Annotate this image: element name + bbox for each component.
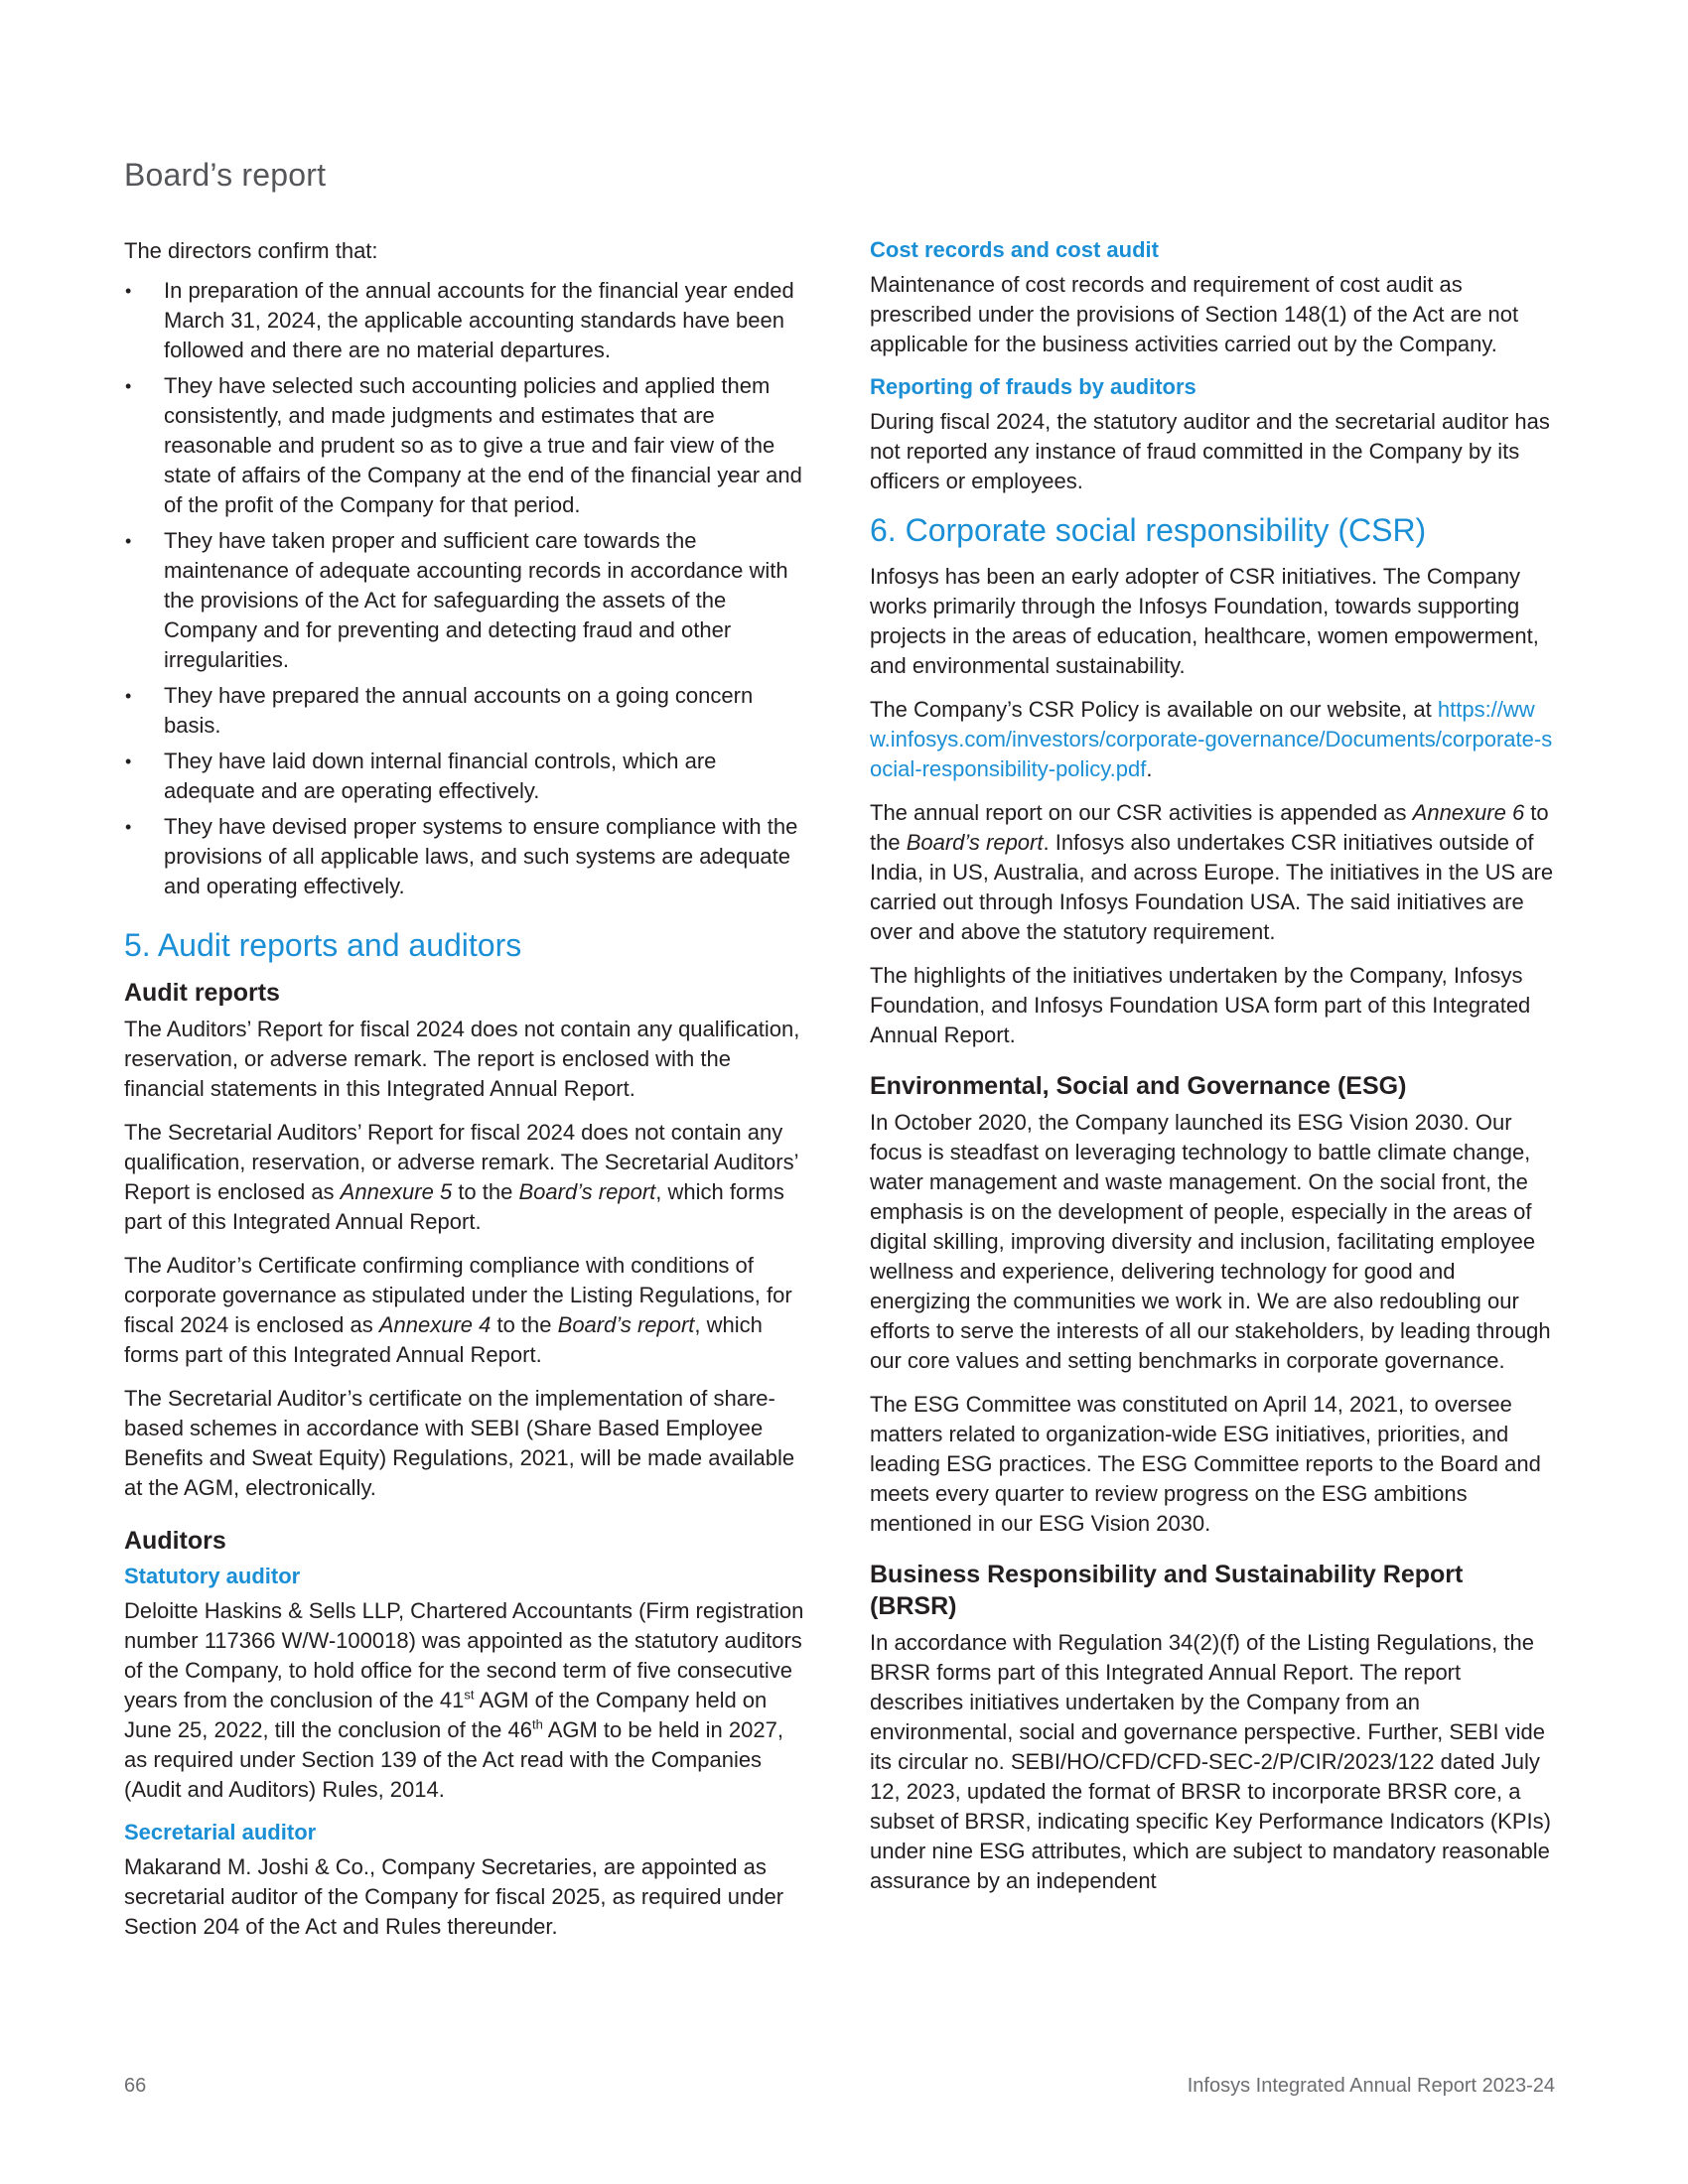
page-header-title: Board’s report bbox=[124, 157, 327, 193]
csr-policy-link[interactable]: https://www.infosys.com/investors/corporate-governance/Documents/corporate-social-responsibility-policy.pdf bbox=[870, 697, 1553, 781]
publication-title: Infosys Integrated Annual Report 2023-24 bbox=[1187, 2075, 1555, 2097]
list-item: • In preparation of the annual accounts for the financial year ended March 31, 2024, the applicable accounting standards have been followed and there are no material departures. bbox=[124, 276, 809, 365]
csr-paragraph-2: The Company’s CSR Policy is available on our website, at https://www.infosys.com/investors/corporate-governance/Documents/corporate-social-responsibility-policy.pdf. bbox=[870, 697, 1553, 781]
fraud-reporting-heading: Reporting of frauds by auditors bbox=[870, 374, 1196, 399]
section-6-title: 6. Corporate social responsibility (CSR) bbox=[870, 512, 1427, 548]
list-item: • They have prepared the annual accounts on a going concern basis. bbox=[124, 681, 809, 741]
audit-paragraph-1: The Auditors’ Report for fiscal 2024 does not contain any qualification, reservation, or adverse remark. The report is enclosed with the financial statements in this Integrated Annual Report. bbox=[124, 1017, 800, 1101]
brsr-heading: Business Responsibility and Sustainability Report (BRSR) bbox=[870, 1561, 1464, 1620]
esg-paragraph-2: The ESG Committee was constituted on April 14, 2021, to oversee matters related to organization-wide ESG initiatives, priorities, and leading ESG practices. The ESG Committee reports to the Board and meets every quarter to review progress on the ESG ambitions mentioned in our ESG Vision 2030. bbox=[870, 1392, 1541, 1536]
left-column bbox=[124, 236, 809, 1956]
list-item: • They have selected such accounting policies and applied them consistently, and made judgments and estimates that are reasonable and prudent so as to give a true and fair view of the state of affairs of the Company at the end of the financial year and of the profit of the Company for that period. bbox=[124, 371, 809, 520]
list-item: • They have devised proper systems to ensure compliance with the provisions of all applicable laws, and such systems are adequate and operating effectively. bbox=[124, 812, 809, 901]
audit-reports-heading: Audit reports bbox=[124, 979, 280, 1007]
brsr-paragraph: In accordance with Regulation 34(2)(f) of the Listing Regulations, the BRSR forms part of this Integrated Annual Report. The report describes initiatives undertaken by the Company from an environmental, social and governance perspective. Further, SEBI vide its circular no. SEBI/HO/CFD/CFD-SEC-2/P/CIR/2023/122 dated July 12, 2023, updated the format of BRSR to incorporate BRSR core, a subset of BRSR, indicating specific Key Performance Indicators (KPIs) under nine ESG attributes, which are subject to mandatory reasonable assurance by an independent bbox=[870, 1630, 1551, 1893]
secretarial-auditor-heading: Secretarial auditor bbox=[124, 1820, 317, 1844]
audit-paragraph-2: The Secretarial Auditors’ Report for fiscal 2024 does not contain any qualification, reservation, or adverse remark. The Secretarial Auditors’ Report is enclosed as Annexure 5 to the Board’s report, which forms part of this Integrated Annual Report. bbox=[124, 1120, 798, 1234]
auditors-heading: Auditors bbox=[124, 1527, 226, 1555]
csr-paragraph-1: Infosys has been an early adopter of CSR initiatives. The Company works primarily through the Infosys Foundation, towards supporting projects in the areas of education, healthcare, women empowerment, and environmental sustainability. bbox=[870, 564, 1539, 678]
secretarial-auditor-paragraph: Makarand M. Joshi & Co., Company Secretaries, are appointed as secretarial auditor of the Company for fiscal 2025, as required under Section 204 of the Act and Rules thereunder. bbox=[124, 1854, 784, 1939]
audit-paragraph-4: The Secretarial Auditor’s certificate on the implementation of share-based schemes in accordance with SEBI (Share Based Employee Benefits and Sweat Equity) Regulations, 2021, will be made available at the AGM, electronically. bbox=[124, 1386, 795, 1500]
csr-paragraph-4: The highlights of the initiatives undertaken by the Company, Infosys Foundation, and Infosys Foundation USA form part of this Integrated Annual Report. bbox=[870, 963, 1531, 1047]
esg-heading: Environmental, Social and Governance (ESG) bbox=[870, 1072, 1407, 1100]
audit-paragraph-3: The Auditor’s Certificate confirming compliance with conditions of corporate governance as stipulated under the Listing Regulations, for fiscal 2024 is enclosed as Annexure 4 to the Board’s report, which forms part of this Integrated Annual Report. bbox=[124, 1253, 792, 1367]
right-column bbox=[870, 236, 1555, 1910]
directors-confirmation-list bbox=[124, 276, 809, 901]
esg-paragraph-1: In October 2020, the Company launched its ESG Vision 2030. Our focus is steadfast on leveraging technology to battle climate change, water management and waste management. On the social front, the emphasis is on the development of people, especially in the areas of digital skilling, improving diversity and inclusion, facilitating employee wellness and experience, delivering technology for good and energizing the communities we work in. We are also redoubling our efforts to serve the interests of all our stakeholders, by leading through our core values and setting benchmarks in corporate governance. bbox=[870, 1110, 1551, 1373]
list-item: • They have taken proper and sufficient care towards the maintenance of adequate accounting records in accordance with the provisions of the Act for safeguarding the assets of the Company and for preventing and detecting fraud and other irregularities. bbox=[124, 526, 809, 675]
cost-records-heading: Cost records and cost audit bbox=[870, 237, 1159, 262]
cost-records-paragraph: Maintenance of cost records and requirement of cost audit as prescribed under the provisions of Section 148(1) of the Act are not applicable for the business activities carried out by the Company. bbox=[870, 272, 1519, 356]
list-item: • They have laid down internal financial controls, which are adequate and are operating effectively. bbox=[124, 747, 809, 806]
csr-paragraph-3: The annual report on our CSR activities is appended as Annexure 6 to the Board’s report. Infosys also undertakes CSR initiatives outside of India, in US, Australia, and across Europe. The initiatives in the US are carried out through Infosys Foundation USA. The said initiatives are over and above the statutory requirement. bbox=[870, 800, 1554, 944]
statutory-auditor-heading: Statutory auditor bbox=[124, 1564, 301, 1588]
page-number: 66 bbox=[124, 2075, 147, 2097]
directors-intro: The directors confirm that: bbox=[124, 238, 378, 263]
section-5-title: 5. Audit reports and auditors bbox=[124, 927, 522, 963]
fraud-reporting-paragraph: During fiscal 2024, the statutory auditor and the secretarial auditor has not reported any instance of fraud committed in the Company by its officers or employees. bbox=[870, 409, 1550, 493]
statutory-auditor-paragraph: Deloitte Haskins & Sells LLP, Chartered Accountants (Firm registration number 117366 W/W-100018) was appointed as the statutory auditors of the Company, to hold office for the second term of five consecutive years from the conclusion of the 41st AGM of the Company held on June 25, 2022, till the conclusion of the 46th AGM to be held in 2027, as required under Section 139 of the Act read with the Companies (Audit and Auditors) Rules, 2014. bbox=[124, 1598, 804, 1802]
